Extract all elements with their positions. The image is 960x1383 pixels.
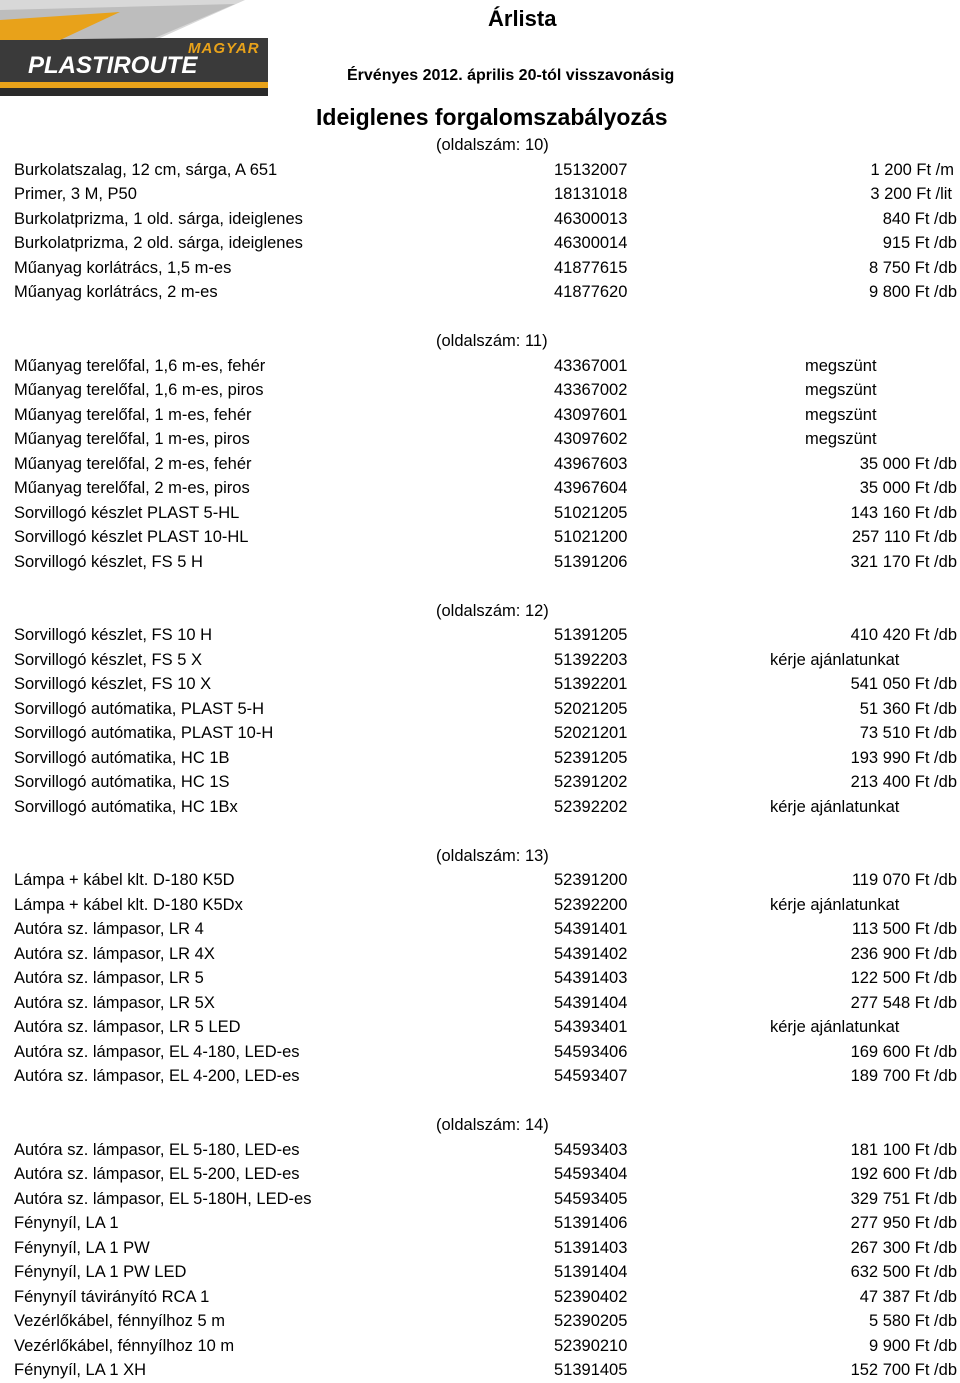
table-row xyxy=(0,893,960,918)
product-code: 43367001 xyxy=(554,356,628,375)
table-row xyxy=(0,795,960,820)
product-code: 51391205 xyxy=(554,626,628,644)
group-spacer xyxy=(0,305,960,330)
product-name: Fénynyíl, LA 1 PW LED xyxy=(14,1263,187,1281)
product-code: 52392202 xyxy=(554,797,628,816)
product-name: Műanyag terelőfal, 2 m-es, piros xyxy=(14,479,250,497)
product-code: 54593407 xyxy=(554,1067,628,1085)
product-code: 54391404 xyxy=(554,993,628,1012)
table-row xyxy=(0,1260,960,1285)
table-row xyxy=(0,403,960,428)
product-name: Sorvillogó autómatika, HC 1S xyxy=(14,773,230,791)
page-number-label: (oldalszám: 10) xyxy=(436,136,549,154)
product-code: 41877615 xyxy=(554,258,628,277)
product-name: Burkolatprizma, 1 old. sárga, ideiglenes xyxy=(14,209,303,228)
product-price: 632 500 Ft /db xyxy=(850,1263,957,1281)
product-price: 152 700 Ft /db xyxy=(850,1361,957,1379)
validity-note: Érvényes 2012. április 20-tól visszavonásig xyxy=(347,67,675,84)
product-code: 43097602 xyxy=(554,430,628,448)
product-code: 52390402 xyxy=(554,1287,628,1306)
table-row xyxy=(0,231,960,256)
product-name: Autóra sz. lámpasor, LR 4 xyxy=(14,920,204,938)
product-price: 321 170 Ft /db xyxy=(850,552,957,571)
product-name: Autóra sz. lámpasor, EL 5-180, LED-es xyxy=(14,1140,300,1159)
table-row xyxy=(0,427,960,452)
table-row xyxy=(0,1334,960,1359)
table-row xyxy=(0,525,960,550)
product-price: 193 990 Ft /db xyxy=(850,748,957,767)
table-row xyxy=(0,476,960,501)
table-row xyxy=(0,501,960,526)
product-price: 9 800 Ft /db xyxy=(868,283,957,301)
product-price: 143 160 Ft /db xyxy=(850,503,957,522)
page-title: Árlista xyxy=(488,6,557,31)
product-name: Műanyag terelőfal, 1 m-es, piros xyxy=(14,430,250,448)
product-code: 51021200 xyxy=(554,528,628,546)
product-name: Sorvillogó készlet, FS 5 H xyxy=(14,552,203,571)
product-code: 54391402 xyxy=(554,944,628,963)
product-code: 51392201 xyxy=(554,675,628,693)
product-name: Fénynyíl, LA 1 XH xyxy=(14,1361,147,1379)
product-name: Autóra sz. lámpasor, EL 5-180H, LED-es xyxy=(14,1189,312,1208)
product-price: 1 200 Ft /m xyxy=(870,160,954,179)
product-price: 3 200 Ft /lit xyxy=(870,185,952,203)
table-row xyxy=(0,1064,960,1089)
product-price: 8 750 Ft /db xyxy=(868,258,957,277)
product-price: 189 700 Ft /db xyxy=(850,1067,957,1085)
product-price: 192 600 Ft /db xyxy=(850,1165,957,1183)
product-name: Fénynyíl, LA 1 PW xyxy=(14,1238,150,1257)
product-name: Műanyag terelőfal, 1,6 m-es, fehér xyxy=(14,356,266,375)
product-code: 51391403 xyxy=(554,1238,628,1257)
table-row xyxy=(0,868,960,893)
product-name: Fénynyíl távirányító RCA 1 xyxy=(14,1287,210,1306)
table-row xyxy=(0,1138,960,1163)
product-price: 840 Ft /db xyxy=(882,209,957,228)
company-logo xyxy=(0,0,270,100)
product-name: Autóra sz. lámpasor, EL 4-180, LED-es xyxy=(14,1042,300,1061)
table-row xyxy=(0,623,960,648)
product-price: megszünt xyxy=(805,405,877,424)
logo-text-magyar: MAGYAR xyxy=(188,40,260,57)
product-name: Primer, 3 M, P50 xyxy=(14,185,137,203)
price-list xyxy=(0,133,960,1383)
product-name: Műanyag korlátrács, 2 m-es xyxy=(14,283,218,301)
product-price: megszünt xyxy=(805,356,877,375)
table-row xyxy=(0,672,960,697)
page-number-label: (oldalszám: 13) xyxy=(436,846,549,865)
product-code: 54391403 xyxy=(554,969,628,987)
product-code: 54593403 xyxy=(554,1140,628,1159)
product-code: 46300014 xyxy=(554,234,628,252)
product-name: Vezérlőkábel, fénnyílhoz 10 m xyxy=(14,1336,235,1355)
product-name: Sorvillogó készlet PLAST 10-HL xyxy=(14,528,249,546)
product-code: 52390205 xyxy=(554,1312,628,1330)
table-row xyxy=(0,991,960,1016)
product-name: Burkolatszalag, 12 cm, sárga, A 651 xyxy=(14,160,278,179)
section-title: Ideiglenes forgalomszabályozás xyxy=(316,104,668,130)
table-row xyxy=(0,207,960,232)
product-name: Sorvillogó autómatika, PLAST 5-H xyxy=(14,699,265,718)
product-price: 35 000 Ft /db xyxy=(859,454,957,473)
product-name: Sorvillogó autómatika, HC 1B xyxy=(14,748,230,767)
product-code: 54393401 xyxy=(554,1018,628,1036)
product-price: 47 387 Ft /db xyxy=(859,1287,957,1306)
product-name: Lámpa + kábel klt. D-180 K5Dx xyxy=(14,895,243,914)
table-row xyxy=(0,354,960,379)
table-row xyxy=(0,770,960,795)
product-price: 915 Ft /db xyxy=(882,234,957,252)
product-price: 169 600 Ft /db xyxy=(850,1042,957,1061)
table-row xyxy=(0,158,960,183)
product-code: 46300013 xyxy=(554,209,628,228)
table-row xyxy=(0,280,960,305)
product-price: megszünt xyxy=(805,381,877,399)
product-code: 51391206 xyxy=(554,552,628,571)
product-code: 51391405 xyxy=(554,1361,628,1379)
product-price: kérje ajánlatunkat xyxy=(770,895,900,914)
product-name: Műanyag terelőfal, 1,6 m-es, piros xyxy=(14,381,264,399)
product-code: 18131018 xyxy=(554,185,628,203)
product-name: Autóra sz. lámpasor, LR 4X xyxy=(14,944,215,963)
product-code: 41877620 xyxy=(554,283,628,301)
product-code: 54593404 xyxy=(554,1165,628,1183)
table-row xyxy=(0,697,960,722)
product-code: 52392200 xyxy=(554,895,628,914)
product-price: 113 500 Ft /db xyxy=(851,920,957,938)
product-price: kérje ajánlatunkat xyxy=(770,797,900,816)
page-number-label: (oldalszám: 11) xyxy=(436,332,548,350)
product-code: 43967603 xyxy=(554,454,628,473)
table-row xyxy=(0,721,960,746)
logo-text-plastiroute: PLASTIROUTE xyxy=(28,52,198,79)
table-row xyxy=(0,550,960,575)
product-code: 51021205 xyxy=(554,503,628,522)
table-row xyxy=(0,1187,960,1212)
product-price: 277 950 Ft /db xyxy=(850,1214,957,1232)
product-name: Sorvillogó készlet PLAST 5-HL xyxy=(14,503,240,522)
product-price: 122 500 Ft /db xyxy=(850,969,957,987)
product-price: 257 110 Ft /db xyxy=(851,528,957,546)
product-price: 329 751 Ft /db xyxy=(850,1189,957,1208)
product-code: 51392203 xyxy=(554,650,628,669)
product-code: 52391202 xyxy=(554,773,628,791)
product-code: 43967604 xyxy=(554,479,628,497)
table-row xyxy=(0,966,960,991)
product-price: 51 360 Ft /db xyxy=(859,699,957,718)
group-spacer xyxy=(0,1089,960,1114)
product-code: 52021205 xyxy=(554,699,628,718)
product-code: 52391205 xyxy=(554,748,628,767)
table-row xyxy=(0,1040,960,1065)
table-row xyxy=(0,648,960,673)
table-row xyxy=(0,1236,960,1261)
product-price: 236 900 Ft /db xyxy=(850,944,957,963)
table-row xyxy=(0,942,960,967)
table-row xyxy=(0,378,960,403)
product-name: Műanyag terelőfal, 1 m-es, fehér xyxy=(14,405,252,424)
table-row xyxy=(0,1015,960,1040)
product-name: Lámpa + kábel klt. D-180 K5D xyxy=(14,871,235,889)
table-row xyxy=(0,182,960,207)
product-price: kérje ajánlatunkat xyxy=(770,1018,900,1036)
product-code: 51391406 xyxy=(554,1214,628,1232)
product-price: 73 510 Ft /db xyxy=(859,724,957,742)
product-name: Autóra sz. lámpasor, EL 4-200, LED-es xyxy=(14,1067,300,1085)
product-code: 52391200 xyxy=(554,871,628,889)
table-row xyxy=(0,1309,960,1334)
product-name: Autóra sz. lámpasor, EL 5-200, LED-es xyxy=(14,1165,300,1183)
table-row xyxy=(0,746,960,771)
product-code: 54593406 xyxy=(554,1042,628,1061)
product-name: Autóra sz. lámpasor, LR 5 xyxy=(14,969,204,987)
product-name: Sorvillogó készlet, FS 10 X xyxy=(14,675,212,693)
product-name: Műanyag korlátrács, 1,5 m-es xyxy=(14,258,232,277)
product-name: Sorvillogó készlet, FS 10 H xyxy=(14,626,213,644)
product-price: kérje ajánlatunkat xyxy=(770,650,900,669)
product-code: 52021201 xyxy=(554,724,628,742)
table-row xyxy=(0,1162,960,1187)
product-name: Sorvillogó autómatika, HC 1Bx xyxy=(14,797,238,816)
product-price: 5 580 Ft /db xyxy=(868,1312,957,1330)
product-price: 9 900 Ft /db xyxy=(868,1336,957,1355)
product-name: Vezérlőkábel, fénnyílhoz 5 m xyxy=(14,1312,225,1330)
product-price: 267 300 Ft /db xyxy=(850,1238,957,1257)
table-row xyxy=(0,917,960,942)
product-code: 54391401 xyxy=(554,920,628,938)
table-row xyxy=(0,1211,960,1236)
page-number-label: (oldalszám: 14) xyxy=(436,1116,549,1134)
product-code: 51391404 xyxy=(554,1263,628,1281)
product-price: 213 400 Ft /db xyxy=(850,773,957,791)
product-name: Burkolatprizma, 2 old. sárga, ideiglenes xyxy=(14,234,303,252)
product-code: 54593405 xyxy=(554,1189,628,1208)
table-row xyxy=(0,1358,960,1383)
product-price: megszünt xyxy=(805,430,877,448)
product-price: 277 548 Ft /db xyxy=(850,993,957,1012)
product-code: 52390210 xyxy=(554,1336,628,1355)
product-code: 43367002 xyxy=(554,381,628,399)
product-price: 541 050 Ft /db xyxy=(850,675,957,693)
product-code: 15132007 xyxy=(554,160,628,179)
table-row xyxy=(0,1285,960,1310)
product-price: 410 420 Ft /db xyxy=(850,626,957,644)
page-number-label: (oldalszám: 12) xyxy=(436,601,549,620)
product-name: Autóra sz. lámpasor, LR 5X xyxy=(14,993,215,1012)
group-spacer xyxy=(0,574,960,599)
group-spacer xyxy=(0,819,960,844)
table-row xyxy=(0,256,960,281)
product-name: Műanyag terelőfal, 2 m-es, fehér xyxy=(14,454,252,473)
product-name: Autóra sz. lámpasor, LR 5 LED xyxy=(14,1018,241,1036)
table-row xyxy=(0,452,960,477)
product-price: 181 100 Ft /db xyxy=(850,1140,957,1159)
product-name: Sorvillogó készlet, FS 5 X xyxy=(14,650,202,669)
product-code: 43097601 xyxy=(554,405,628,424)
product-price: 35 000 Ft /db xyxy=(859,479,957,497)
product-name: Fénynyíl, LA 1 xyxy=(14,1214,119,1232)
product-name: Sorvillogó autómatika, PLAST 10-H xyxy=(14,724,274,742)
product-price: 119 070 Ft /db xyxy=(851,871,957,889)
